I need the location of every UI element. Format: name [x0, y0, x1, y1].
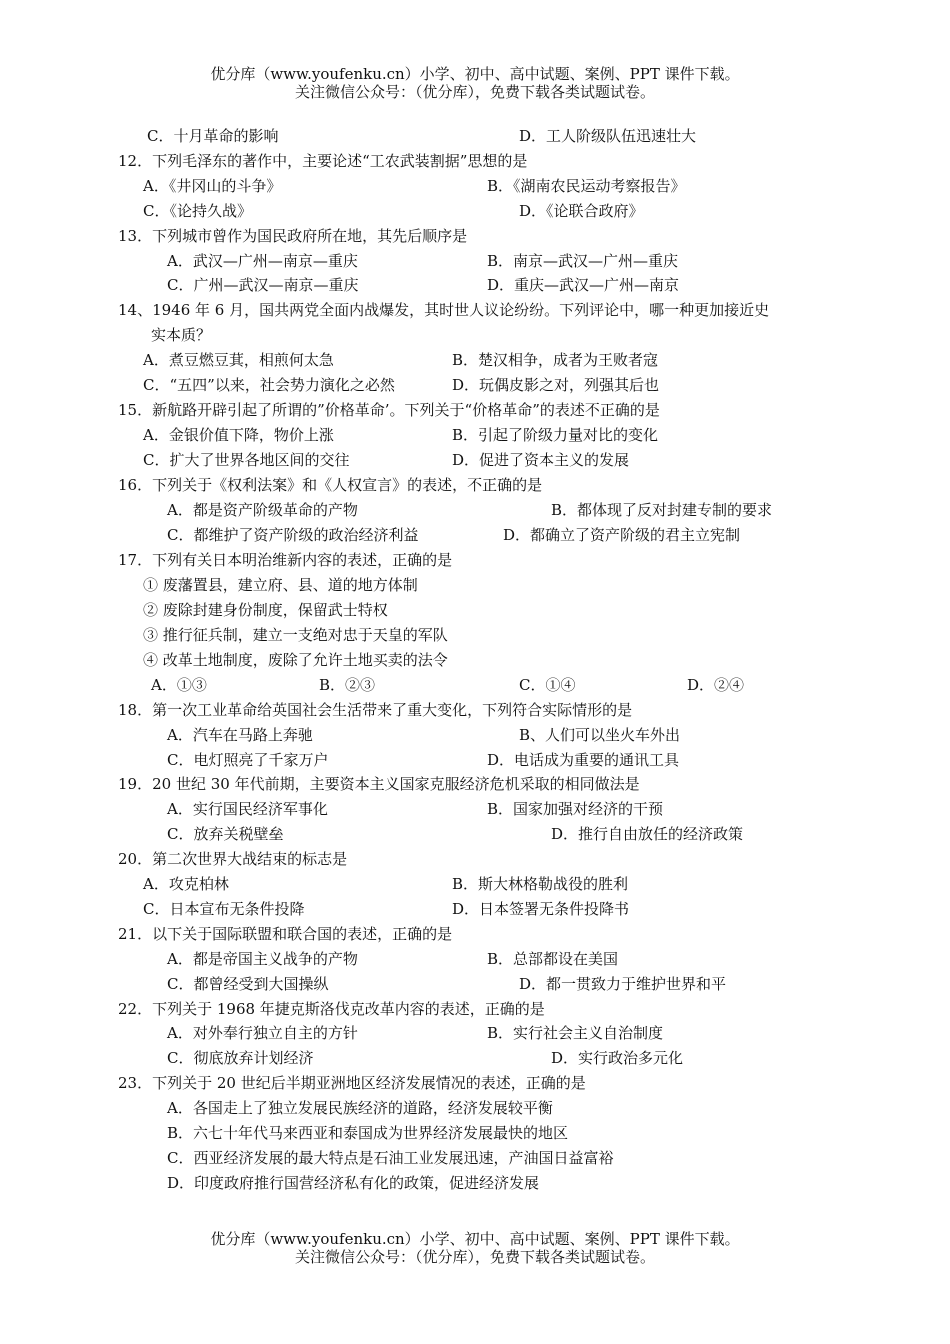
q12-stem: 12．下列毛泽东的著作中，主要论述“工农武装割据”思想的是	[118, 152, 528, 170]
q15-option-b: B．引起了阶级力量对比的变化	[452, 426, 659, 444]
q16-stem: 16．下列关于《权利法案》和《人权宣言》的表述，不正确的是	[118, 476, 543, 494]
q21-option-d: D．都一贯致力于维护世界和平	[519, 975, 727, 993]
header-line-2: 关注微信公众号：（优分库），免费下载各类试题试卷。	[294, 83, 655, 101]
q18-option-d: D．电话成为重要的通讯工具	[487, 751, 680, 769]
q14-option-c: C．“五四”以来，社会势力演化之必然	[143, 376, 395, 394]
q17-item-3: ③ 推行征兵制，建立一支绝对忠于天皇的军队	[143, 626, 448, 644]
q22-option-a: A．对外奉行独立自主的方针	[167, 1024, 358, 1042]
q23-option-b: B．六七十年代马来西亚和泰国成为世界经济发展最快的地区	[167, 1124, 569, 1142]
q18-option-b: B、人们可以坐火车外出	[519, 726, 681, 744]
q14-stem-line-1: 14、1946 年 6 月，国共两党全面内战爆发，其时世人议论纷纷。下列评论中，哪一种更加接近史	[118, 301, 770, 319]
q23-option-c: C．西亚经济发展的最大特点是石油工业发展迅速，产油国日益富裕	[167, 1149, 614, 1167]
q17-option-b: B．②③	[319, 676, 376, 694]
q20-option-b: B．斯大林格勒战役的胜利	[452, 875, 629, 893]
q12-option-d: D．《论联合政府》	[519, 202, 644, 220]
q13-option-b: B．南京—武汉—广州—重庆	[487, 252, 679, 270]
q18-stem: 18．第一次工业革命给英国社会生活带来了重大变化，下列符合实际情形的是	[118, 701, 633, 719]
q19-option-b: B．国家加强对经济的干预	[487, 800, 664, 818]
q11-option-d: D．工人阶级队伍迅速壮大	[519, 127, 697, 145]
q15-option-d: D．促进了资本主义的发展	[452, 451, 630, 469]
q17-option-d: D．②④	[687, 676, 745, 694]
q17-stem: 17．下列有关日本明治维新内容的表述，正确的是	[118, 551, 453, 569]
footer-line-2: 关注微信公众号：（优分库），免费下载各类试题试卷。	[294, 1248, 655, 1266]
q23-stem: 23．下列关于 20 世纪后半期亚洲地区经济发展情况的表述，正确的是	[118, 1074, 586, 1092]
q15-option-c: C．扩大了世界各地区间的交往	[143, 451, 350, 469]
q19-option-a: A．实行国民经济军事化	[167, 800, 328, 818]
q16-option-a: A．都是资产阶级革命的产物	[167, 501, 358, 519]
q16-option-c: C．都维护了资产阶级的政治经济利益	[167, 526, 419, 544]
q17-option-c: C．①④	[519, 676, 576, 694]
footer-line-1: 优分库（www.youfenku.cn）小学、初中、高中试题、案例、PPT 课件下载。	[210, 1230, 740, 1248]
q21-option-b: B．总部都设在美国	[487, 950, 619, 968]
q19-stem: 19．20 世纪 30 年代前期，主要资本主义国家克服经济危机采取的相同做法是	[118, 775, 640, 793]
q21-option-c: C．都曾经受到大国操纵	[167, 975, 329, 993]
q23-option-a: A．各国走上了独立发展民族经济的道路，经济发展较平衡	[167, 1099, 553, 1117]
q19-option-d: D．推行自由放任的经济政策	[551, 825, 744, 843]
q22-option-b: B．实行社会主义自治制度	[487, 1024, 664, 1042]
q17-item-1: ① 废藩置县，建立府、县、道的地方体制	[143, 576, 418, 594]
q20-option-c: C．日本宣布无条件投降	[143, 900, 305, 918]
q12-option-c: C．《论持久战》	[143, 202, 252, 220]
q22-option-d: D．实行政治多元化	[551, 1049, 684, 1067]
q22-option-c: C．彻底放弃计划经济	[167, 1049, 314, 1067]
q16-option-d: D．都确立了资产阶级的君主立宪制	[503, 526, 741, 544]
q13-option-c: C．广州—武汉—南京—重庆	[167, 276, 359, 294]
q14-stem-line-2: 实本质？	[151, 326, 212, 344]
q15-stem: 15．新航路开辟引起了所谓的”价格革命’。下列关于“价格革命”的表述不正确的是	[118, 401, 660, 419]
q13-option-d: D．重庆—武汉—广州—南京	[487, 276, 680, 294]
q22-stem: 22．下列关于 1968 年捷克斯洛伐克改革内容的表述，正确的是	[118, 1000, 545, 1018]
q20-option-a: A．攻克柏林	[143, 875, 229, 893]
header-line-1: 优分库（www.youfenku.cn）小学、初中、高中试题、案例、PPT 课件下载。	[210, 65, 740, 83]
q19-option-c: C．放弃关税壁垒	[167, 825, 284, 843]
q14-option-d: D．玩偶皮影之对，列强其后也	[452, 376, 660, 394]
q18-option-a: A．汽车在马路上奔驰	[167, 726, 313, 744]
q21-stem: 21．以下关于国际联盟和联合国的表述，正确的是	[118, 925, 453, 943]
q14-option-a: A．煮豆燃豆萁，相煎何太急	[143, 351, 334, 369]
q20-stem: 20．第二次世界大战结束的标志是	[118, 850, 348, 868]
q13-stem: 13．下列城市曾作为国民政府所在地，其先后顺序是	[118, 227, 468, 245]
q17-item-4: ④ 改革土地制度，废除了允许土地买卖的法令	[143, 651, 448, 669]
q21-option-a: A．都是帝国主义战争的产物	[167, 950, 358, 968]
q20-option-d: D．日本签署无条件投降书	[452, 900, 630, 918]
q12-option-a: A．《井冈山的斗争》	[143, 177, 282, 195]
q17-item-2: ② 废除封建身份制度，保留武士特权	[143, 601, 388, 619]
q16-option-b: B．都体现了反对封建专制的要求	[551, 501, 773, 519]
q11-option-c: C．十月革命的影响	[147, 127, 279, 145]
q15-option-a: A．金银价值下降，物价上涨	[143, 426, 334, 444]
q12-option-b: B．《湖南农民运动考察报告》	[487, 177, 686, 195]
q18-option-c: C．电灯照亮了千家万户	[167, 751, 329, 769]
q13-option-a: A．武汉—广州—南京—重庆	[167, 252, 358, 270]
q23-option-d: D．印度政府推行国营经济私有化的政策，促进经济发展	[167, 1174, 540, 1192]
q14-option-b: B．楚汉相争，成者为王败者寇	[452, 351, 659, 369]
q17-option-a: A．①③	[151, 676, 207, 694]
